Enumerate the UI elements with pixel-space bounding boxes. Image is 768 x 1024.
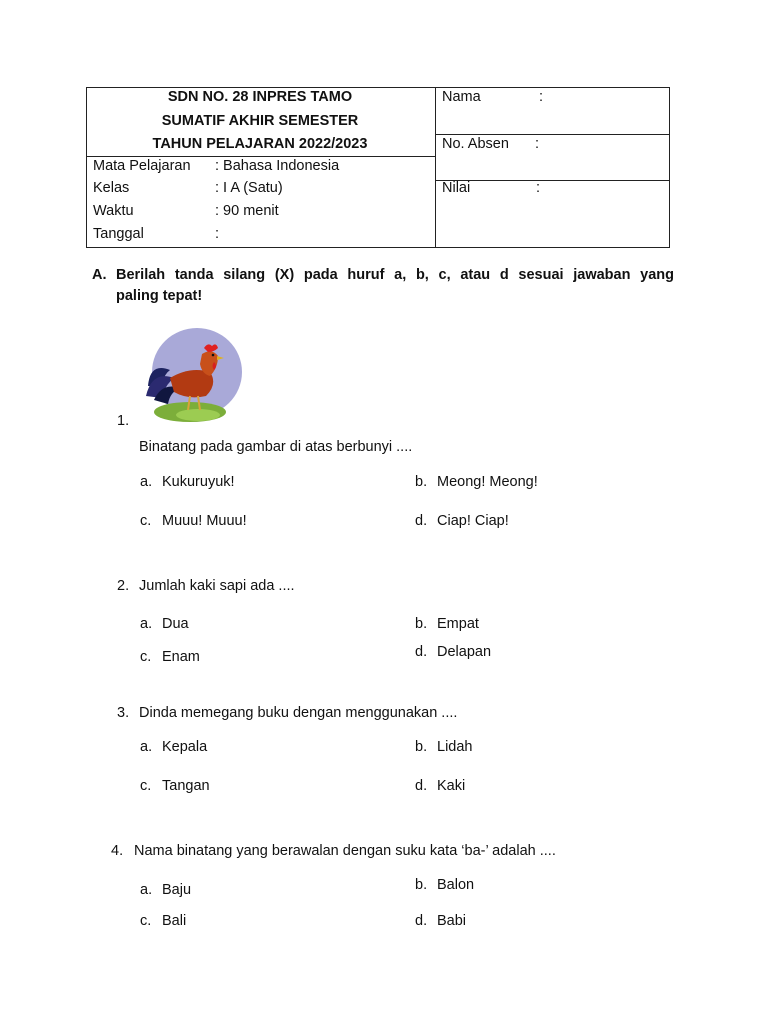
q1-option-b-letter[interactable]: b. bbox=[415, 474, 428, 490]
field-label-subject: Mata Pelajaran bbox=[93, 158, 191, 174]
q4-option-c-letter[interactable]: c. bbox=[140, 913, 152, 929]
field-value-class: : I A (Satu) bbox=[215, 180, 283, 196]
question-4-text: Nama binatang yang berawalan dengan suku kata ‘ba-’ adalah .... bbox=[134, 843, 556, 859]
section-letter: A. bbox=[92, 267, 107, 283]
rooster-illustration bbox=[140, 326, 246, 430]
question-2-number: 2. bbox=[117, 578, 130, 594]
q2-option-a-text[interactable]: Dua bbox=[162, 616, 189, 632]
header-divider-vertical bbox=[435, 87, 436, 248]
section-instruction-line1: Berilah tanda silang (X) pada huruf a, b, c, atau d sesuai jawaban yang bbox=[116, 267, 674, 283]
q3-option-a-letter[interactable]: a. bbox=[140, 739, 153, 755]
q1-option-d-letter[interactable]: d. bbox=[415, 513, 428, 529]
question-4-number: 4. bbox=[111, 843, 124, 859]
q1-option-c-letter[interactable]: c. bbox=[140, 513, 152, 529]
q4-option-d-letter[interactable]: d. bbox=[415, 913, 428, 929]
q1-option-d-text[interactable]: Ciap! Ciap! bbox=[437, 513, 509, 529]
exam-title: SUMATIF AKHIR SEMESTER bbox=[161, 113, 359, 129]
q1-option-c-text[interactable]: Muuu! Muuu! bbox=[162, 513, 247, 529]
question-2-text: Jumlah kaki sapi ada .... bbox=[139, 578, 295, 594]
q3-option-d-letter[interactable]: d. bbox=[415, 778, 428, 794]
question-3-number: 3. bbox=[117, 705, 130, 721]
field-value-date: : bbox=[215, 226, 220, 242]
header-divider-left bbox=[86, 156, 435, 157]
field-label-date: Tanggal bbox=[93, 226, 144, 242]
q4-option-a-text[interactable]: Baju bbox=[162, 882, 192, 898]
question-1-number: 1. bbox=[117, 413, 130, 429]
q4-option-c-text[interactable]: Bali bbox=[162, 913, 187, 929]
student-colon-name: : bbox=[539, 89, 544, 105]
q2-option-d-letter[interactable]: d. bbox=[415, 644, 428, 660]
field-label-class: Kelas bbox=[93, 180, 130, 196]
question-1-text: Binatang pada gambar di atas berbunyi .... bbox=[139, 439, 413, 455]
q2-option-c-letter[interactable]: c. bbox=[140, 649, 152, 665]
question-3-text: Dinda memegang buku dengan menggunakan .... bbox=[139, 705, 458, 721]
student-label-score: Nilai bbox=[442, 180, 471, 196]
q3-option-d-text[interactable]: Kaki bbox=[437, 778, 466, 794]
q2-option-d-text[interactable]: Delapan bbox=[437, 644, 492, 660]
q3-option-b-letter[interactable]: b. bbox=[415, 739, 428, 755]
q3-option-b-text[interactable]: Lidah bbox=[437, 739, 473, 755]
section-instruction-line2: paling tepat! bbox=[116, 288, 203, 304]
q4-option-b-text[interactable]: Balon bbox=[437, 877, 475, 893]
field-value-time: : 90 menit bbox=[215, 203, 279, 219]
q3-option-c-text[interactable]: Tangan bbox=[162, 778, 210, 794]
school-year: TAHUN PELAJARAN 2022/2023 bbox=[152, 136, 368, 152]
field-label-time: Waktu bbox=[93, 203, 134, 219]
student-label-number: No. Absen bbox=[442, 136, 509, 152]
q2-option-b-text[interactable]: Empat bbox=[437, 616, 479, 632]
q4-option-d-text[interactable]: Babi bbox=[437, 913, 467, 929]
q2-option-a-letter[interactable]: a. bbox=[140, 616, 153, 632]
q4-option-b-letter[interactable]: b. bbox=[415, 877, 428, 893]
q1-option-a-text[interactable]: Kukuruyuk! bbox=[162, 474, 235, 490]
field-value-subject: : Bahasa Indonesia bbox=[215, 158, 340, 174]
q1-option-b-text[interactable]: Meong! Meong! bbox=[437, 474, 538, 490]
header-divider-right-2 bbox=[435, 180, 670, 181]
student-colon-number: : bbox=[535, 136, 540, 152]
q2-option-b-letter[interactable]: b. bbox=[415, 616, 428, 632]
header-divider-right-1 bbox=[435, 134, 670, 135]
student-colon-score: : bbox=[536, 180, 541, 196]
q2-option-c-text[interactable]: Enam bbox=[162, 649, 200, 665]
q4-option-a-letter[interactable]: a. bbox=[140, 882, 153, 898]
student-label-name: Nama bbox=[442, 89, 481, 105]
school-name: SDN NO. 28 INPRES TAMO bbox=[167, 89, 353, 105]
q1-option-a-letter[interactable]: a. bbox=[140, 474, 153, 490]
q3-option-a-text[interactable]: Kepala bbox=[162, 739, 208, 755]
q3-option-c-letter[interactable]: c. bbox=[140, 778, 152, 794]
